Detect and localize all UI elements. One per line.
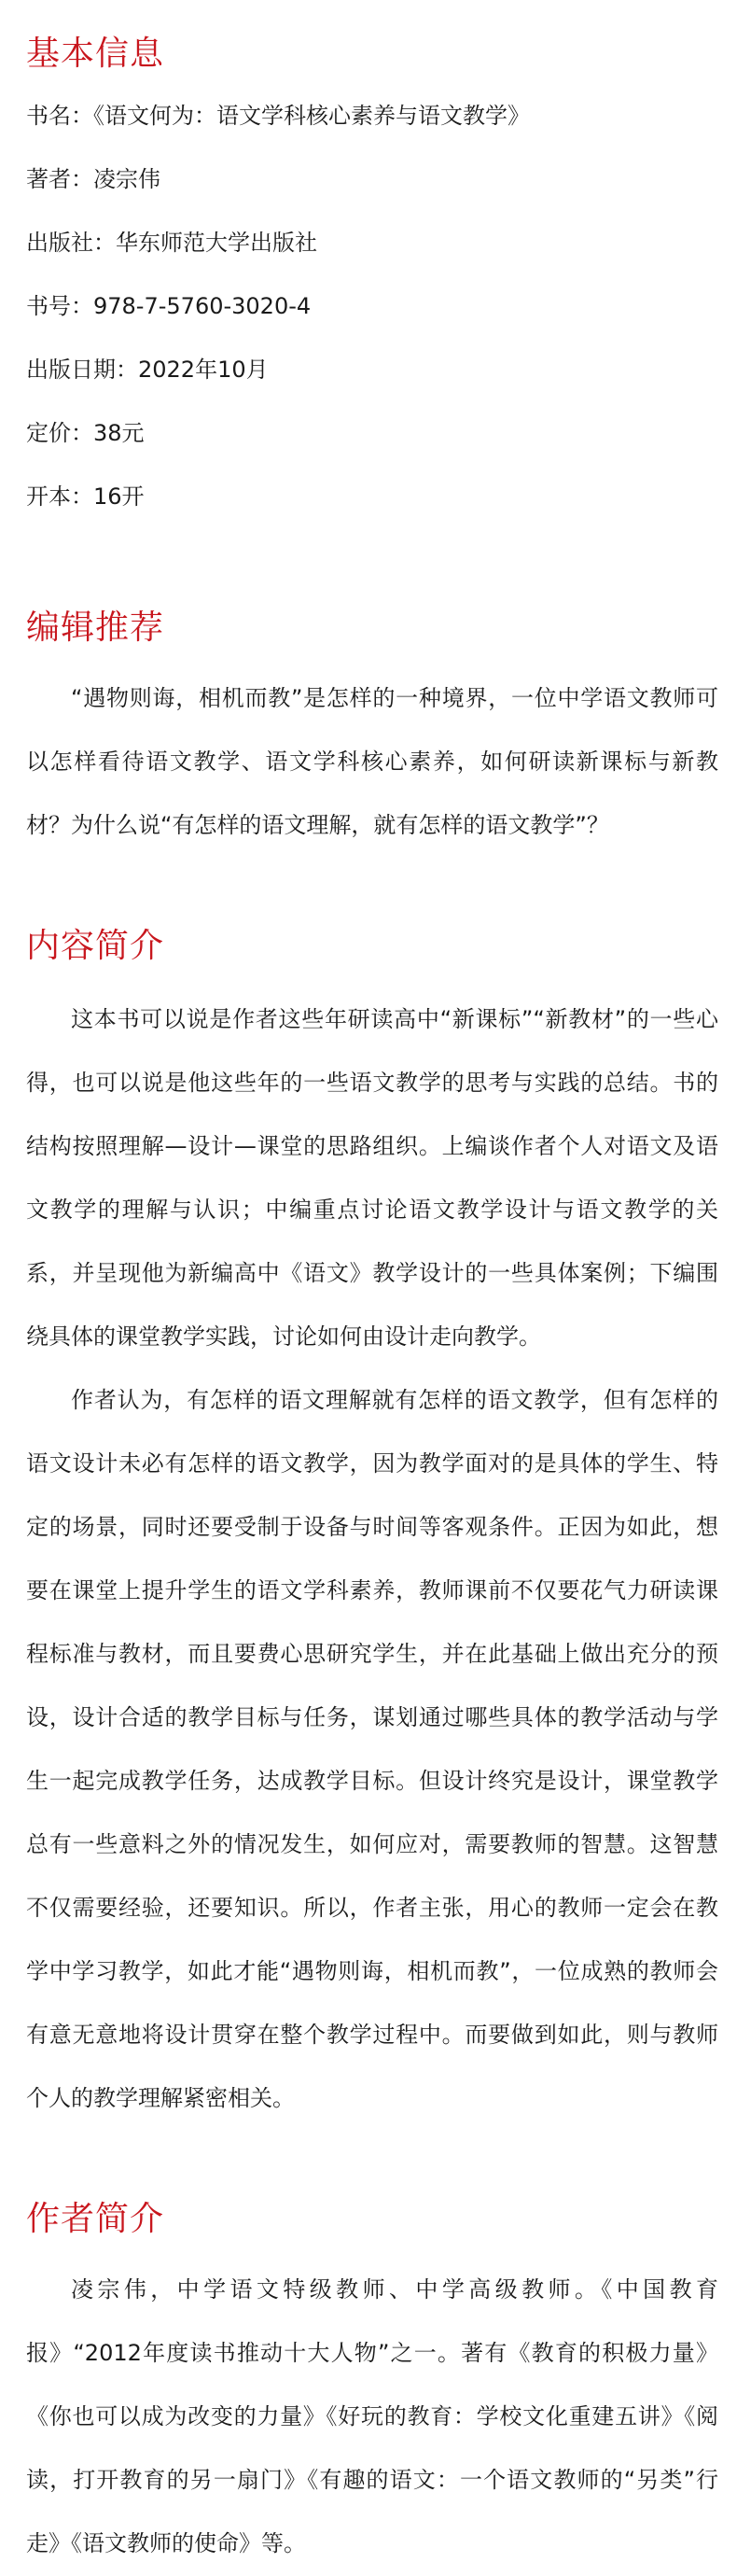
section-title-editor-recommend: 编辑推荐 [26, 609, 165, 647]
info-label: 出版社： [26, 230, 116, 256]
info-item-pub-date [26, 358, 718, 422]
info-label: 书号： [26, 293, 93, 319]
content-intro-body [26, 987, 718, 2130]
info-value: 华东师范大学出版社 [116, 230, 317, 256]
basic-info-list [26, 105, 718, 549]
section-title-basic-info: 基本信息 [26, 35, 165, 73]
info-value: 《语文何为：语文学科核心素养与语文教学》 [93, 103, 530, 129]
info-label: 著者： [26, 166, 93, 192]
info-value: 2022年10月 [138, 357, 269, 383]
author-intro-paragraph: 凌宗伟，中学语文特级教师、中学高级教师。《中国教育报》“2012年度读书推动十大人物”之一。著有《教育的积极力量》《你也可以成为改变的力量》《好玩的教育：学校文化重建五讲》《阅读，打开教育的另一扇门》《有趣的语文：一个语文教师的“另类”行走》《语文教师的使命》等。 [26, 2276, 718, 2556]
content-intro-paragraph-1: 这本书可以说是作者这些年研读高中“新课标”“新教材”的一些心得，也可以说是他这些年的一些语文教学的思考与实践的总结。书的结构按照理解—设计—课堂的思路组织。上编谈作者个人对语文及语文教学的理解与认识；中编重点讨论语文教学设计与语文教学的关系，并呈现他为新编高中《语文》教学设计的一些具体案例；下编围绕具体的课堂教学实践，讨论如何由设计走向教学。 [26, 1006, 718, 1350]
info-item-publisher [26, 231, 718, 295]
info-item-price [26, 422, 718, 485]
info-item-format [26, 485, 718, 549]
info-value: 978-7-5760-3020-4 [93, 293, 312, 319]
editor-recommend-body [26, 666, 718, 857]
info-value: 16开 [93, 483, 145, 510]
info-label: 定价： [26, 420, 93, 446]
info-item-isbn [26, 295, 718, 358]
info-value: 38元 [93, 420, 145, 446]
author-intro-body [26, 2258, 718, 2575]
info-label: 开本： [26, 483, 93, 510]
info-label: 书名： [26, 103, 93, 129]
info-item-title [26, 105, 718, 168]
info-label: 出版日期： [26, 357, 138, 383]
section-title-author-intro: 作者简介 [26, 2200, 165, 2238]
content-intro-paragraph-2: 作者认为，有怎样的语文理解就有怎样的语文教学，但有怎样的语文设计未必有怎样的语文教学，因为教学面对的是具体的学生、特定的场景，同时还要受制于设备与时间等客观条件。正因为如此，想要在课堂上提升学生的语文学科素养，教师课前不仅要花气力研读课程标准与教材，而且要费心思研究学生，并在此基础上做出充分的预设，设计合适的教学目标与任务，谋划通过哪些具体的教学活动与学生一起完成教学任务，达成教学目标。但设计终究是设计，课堂教学总有一些意料之外的情况发生，如何应对，需要教师的智慧。这智慧不仅需要经验，还要知识。所以，作者主张，用心的教师一定会在教学中学习教学，如此才能“遇物则诲，相机而教”，一位成熟的教师会有意无意地将设计贯穿在整个教学过程中。而要做到如此，则与教师个人的教学理解紧密相关。 [26, 1387, 718, 2111]
section-title-content-intro: 内容简介 [26, 927, 165, 965]
editor-recommend-paragraph: “遇物则诲，相机而教”是怎样的一种境界，一位中学语文教师可以怎样看待语文教学、语文学科核心素养，如何研读新课标与新教材？为什么说“有怎样的语文理解，就有怎样的语文教学”？ [26, 685, 718, 838]
info-value: 凌宗伟 [93, 166, 160, 192]
info-item-author [26, 168, 718, 231]
